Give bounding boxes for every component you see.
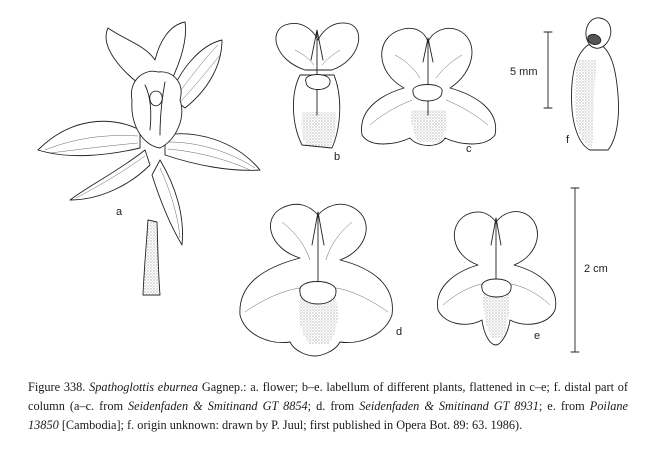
drawing-f-column bbox=[572, 18, 619, 150]
label-c: c bbox=[466, 143, 472, 155]
caption-collector2: Seidenfaden & Smitinand GT 8931 bbox=[359, 399, 539, 413]
label-e: e bbox=[534, 330, 541, 342]
drawing-d-labellum bbox=[240, 204, 393, 356]
caption-fig-number: Figure 338. bbox=[28, 380, 86, 394]
label-b: b bbox=[334, 151, 341, 163]
label-d: d bbox=[396, 326, 403, 338]
label-a: a bbox=[116, 206, 123, 218]
figure-caption bbox=[28, 378, 628, 435]
caption-part2: ; d. from bbox=[307, 399, 360, 413]
drawing-a-flower bbox=[38, 22, 260, 295]
caption-part3: ; e. from bbox=[538, 399, 590, 413]
scale-bar-small bbox=[544, 32, 552, 108]
label-f: f bbox=[566, 134, 570, 146]
caption-collector3: Poilane 13850 bbox=[28, 399, 628, 432]
caption-part4: [Cambodia]; f. origin unknown: drawn by P. Juul; first published in Opera Bot. 89: 63. 1986). bbox=[58, 418, 523, 432]
scale-bar-large bbox=[571, 188, 579, 352]
caption-species: Spathoglottis eburnea bbox=[89, 380, 199, 394]
caption-collector1: Seidenfaden & Smitinand GT 8854 bbox=[128, 399, 308, 413]
drawing-c-labellum bbox=[362, 28, 496, 145]
drawing-b-labellum bbox=[276, 23, 359, 148]
scale-bar-large-label: 2 cm bbox=[584, 263, 608, 275]
caption-part1: Gagnep.: a. flower; b–e. labellum of different plants, flattened in c–e; f. distal part of column (a–c. from bbox=[28, 380, 628, 413]
scale-bar-small-label: 5 mm bbox=[510, 66, 538, 78]
drawing-e-labellum bbox=[437, 212, 555, 345]
